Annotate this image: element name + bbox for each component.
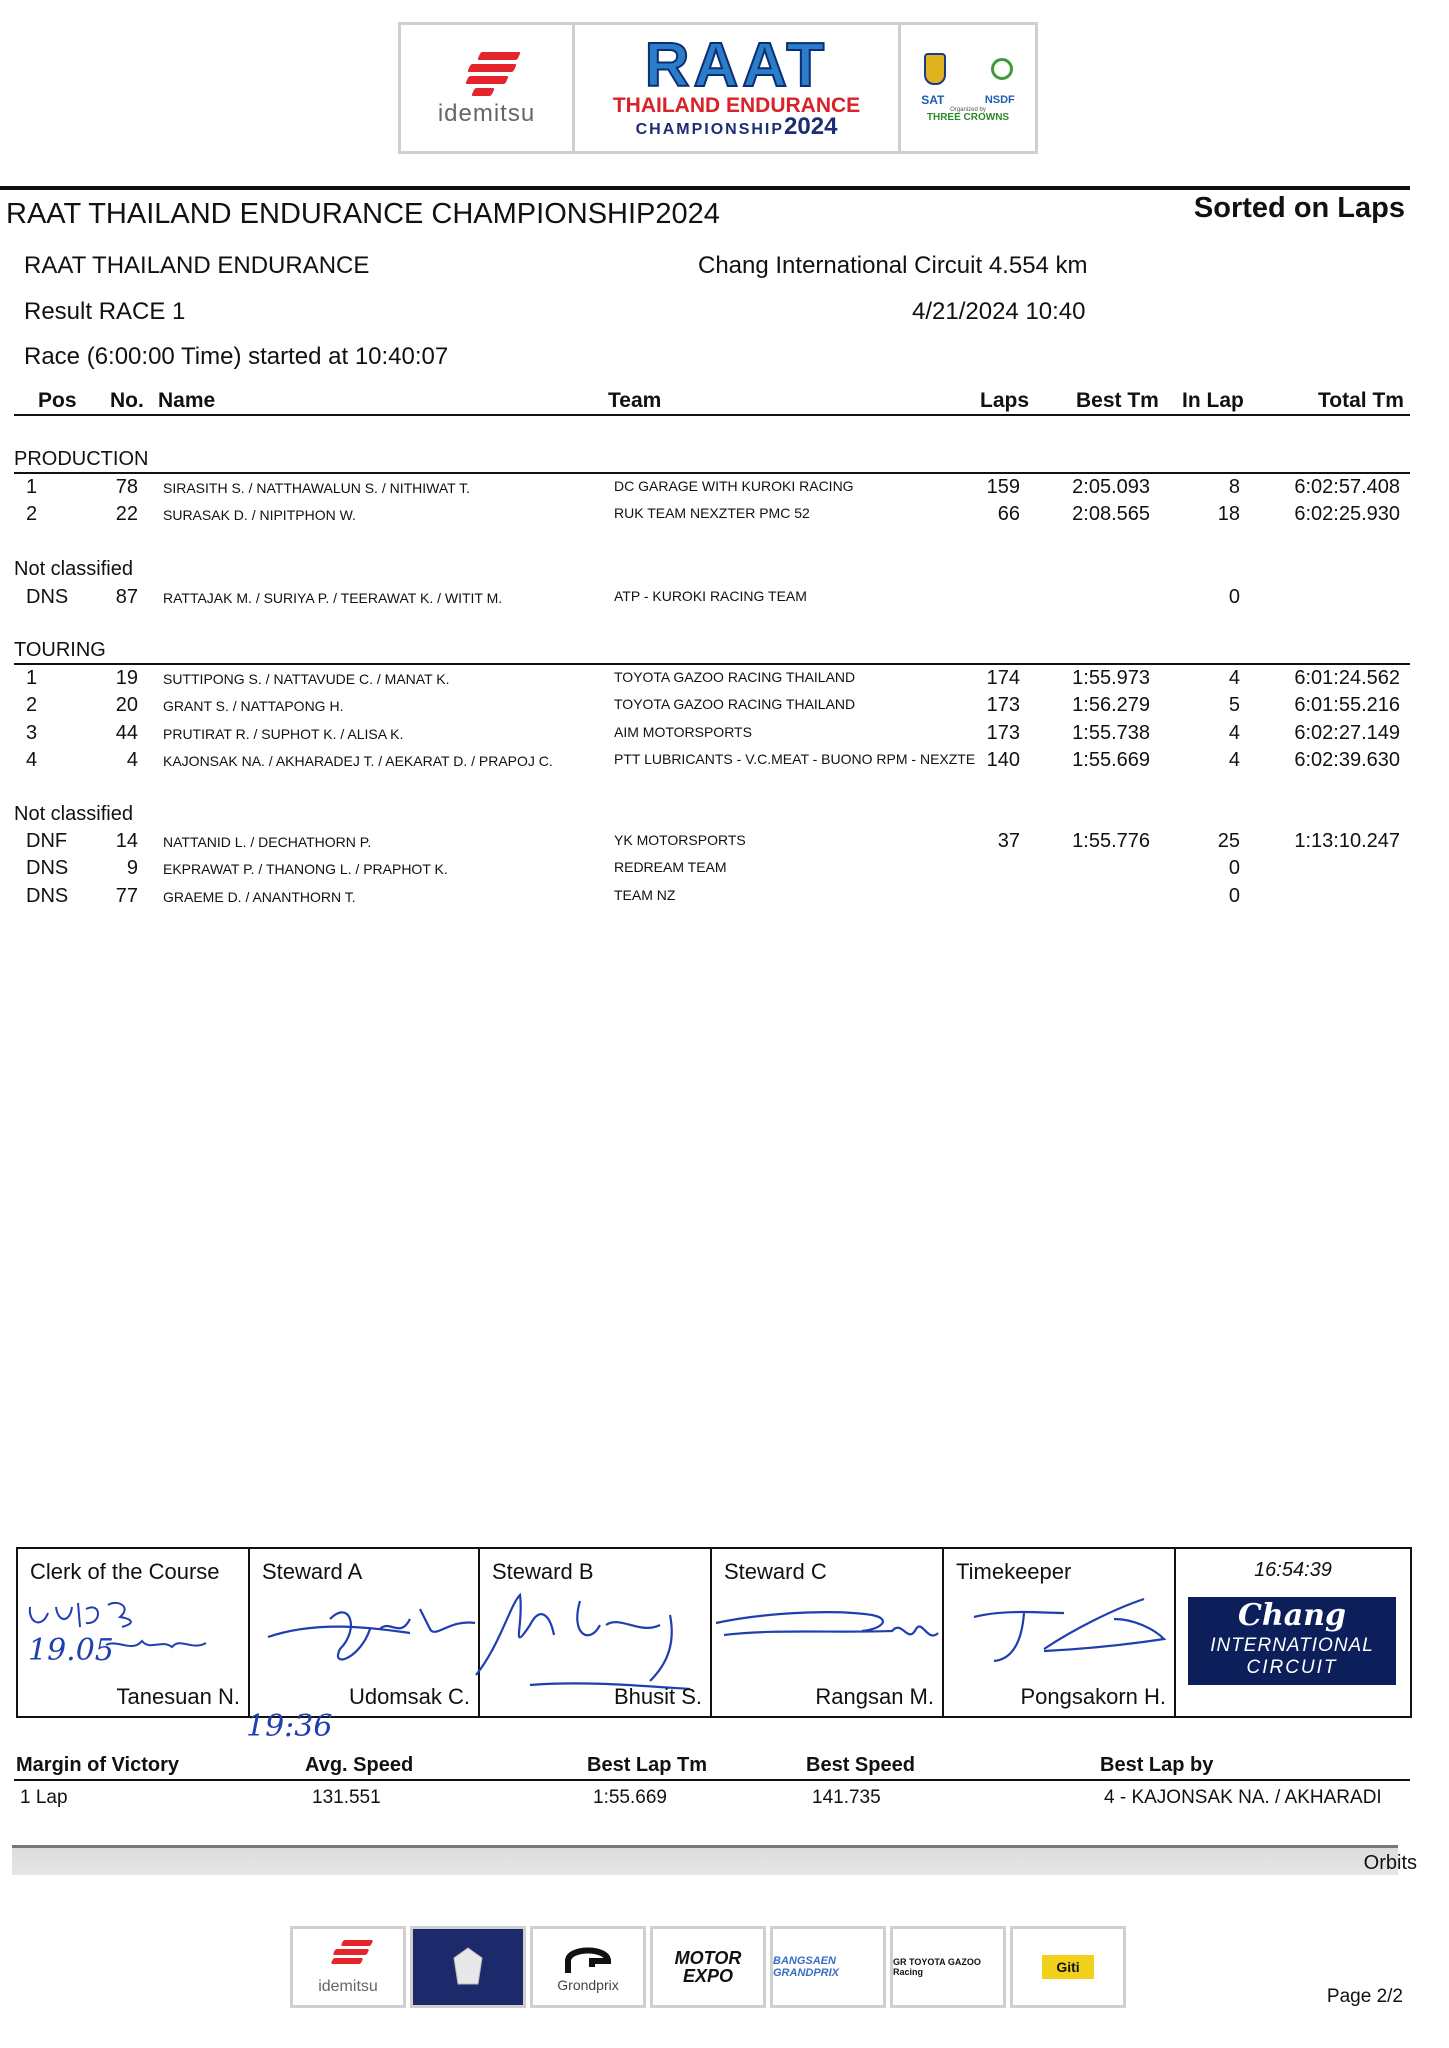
idemitsu-mark-icon: [457, 48, 517, 94]
steward-a-role: Steward A: [262, 1559, 363, 1584]
cell-name: GRANT S. / NATTAPONG H.: [163, 698, 344, 715]
chang-circuit-logo: [1188, 1597, 1396, 1685]
cell-no: 77: [115, 884, 138, 907]
cell-name: KAJONSAK NA. / AKHARADEJ T. / AEKARAT D. / PRAPOJ C.: [163, 753, 553, 770]
best-lap-label: Best Lap Tm: [587, 1754, 708, 1776]
cell-team: TOYOTA GAZOO RACING THAILAND: [614, 696, 856, 713]
cell-inlap: 0: [1228, 884, 1240, 907]
table-row: [0, 857, 1449, 884]
table-row: [0, 722, 1449, 749]
cell-team: RUK TEAM NEXZTER PMC 52: [614, 505, 810, 522]
chang-logo-line2: INTERNATIONAL: [1210, 1635, 1374, 1656]
best-lap-value: 1:55.669: [593, 1787, 667, 1808]
royal-crest-icon: [924, 53, 946, 85]
cell-no: 22: [115, 503, 138, 526]
sponsor-bangsaen-logo: [770, 1926, 886, 2008]
cell-laps: 173: [986, 721, 1020, 744]
sponsor-label: Grondprix: [557, 1977, 619, 1993]
steward-c-role: Steward C: [724, 1559, 827, 1584]
steward-b-name: Bhusit S.: [613, 1684, 702, 1709]
steward-a-signature: [260, 1589, 490, 1699]
table-row: [0, 586, 1449, 613]
cell-team: ATP - KUROKI RACING TEAM: [614, 588, 807, 604]
cell-laps: 174: [986, 667, 1020, 689]
table-row: [0, 830, 1449, 857]
cell-inlap: 4: [1228, 667, 1240, 689]
col-name: Name: [158, 389, 216, 412]
result-name: Result RACE 1: [24, 298, 186, 325]
table-row: [0, 749, 1449, 776]
avg-speed-label: Avg. Speed: [305, 1754, 414, 1776]
clerk-cell: [18, 1549, 250, 1716]
sponsor-label: Giti: [1042, 1955, 1093, 1979]
sort-label: Sorted on Laps: [1193, 192, 1405, 224]
raat-logo: [575, 25, 901, 151]
cell-inlap: 0: [1228, 586, 1240, 608]
cell-team: PTT LUBRICANTS - V.C.MEAT - BUONO RPM - NEXZTE: [614, 751, 976, 768]
group-production: PRODUCTION: [14, 448, 149, 470]
orbits-label: Orbits: [1363, 1852, 1417, 1874]
cell-laps: 66: [997, 503, 1020, 526]
cell-best: 1:55.973: [1072, 667, 1150, 689]
sponsor-crest-logo: [410, 1926, 526, 2008]
sponsor-bar: [290, 1926, 1126, 2008]
cell-total: 6:02:39.630: [1294, 749, 1400, 772]
cell-name: SUTTIPONG S. / NATTAVUDE C. / MANAT K.: [163, 671, 450, 687]
nsdf-logo: NSDF: [984, 94, 1015, 106]
cell-pos: DNS: [26, 884, 69, 907]
cell-team: REDREAM TEAM: [614, 859, 727, 876]
authority-emblem-icon: [991, 58, 1013, 80]
cell-pos: DNS: [26, 857, 69, 880]
best-speed-label: Best Speed: [806, 1754, 915, 1776]
sponsor-grondprix-logo: [530, 1926, 646, 2008]
header-rule: [14, 414, 1410, 416]
cell-best: 1:55.738: [1072, 721, 1150, 744]
cell-no: 87: [115, 586, 138, 608]
page-title: RAAT THAILAND ENDURANCE CHAMPIONSHIP2024: [6, 198, 720, 230]
steward-b-role: Steward B: [492, 1559, 594, 1584]
steward-c-signature: [712, 1589, 944, 1679]
cell-no: 78: [115, 476, 138, 498]
cell-pos: 2: [26, 694, 38, 717]
summary-rule: [14, 1779, 1410, 1781]
cell-no: 4: [126, 749, 138, 772]
steward-a-name: Udomsak C.: [348, 1684, 470, 1709]
col-team: Team: [608, 389, 662, 412]
group-touring: TOURING: [14, 639, 106, 661]
sponsor-label: BANGSAEN GRANDPRIX: [773, 1955, 840, 1979]
timekeeper-name: Pongsakorn H.: [1020, 1684, 1166, 1709]
cell-name: NATTANID L. / DECHATHORN P.: [163, 834, 372, 850]
sponsor-giti-logo: [1010, 1926, 1126, 2008]
officials-signature-box: [16, 1547, 1412, 1744]
chang-logo-line3: CIRCUIT: [1246, 1657, 1338, 1678]
table-row: [0, 667, 1449, 694]
col-pos: Pos: [38, 389, 77, 412]
raat-subtitle: THAILAND ENDURANCE: [612, 93, 861, 117]
organizer-logos: [901, 25, 1035, 151]
cell-name: RATTAJAK M. / SURIYA P. / TEERAWAT K. / WITIT M.: [163, 590, 503, 606]
cell-team: YK MOTORSPORTS: [614, 832, 746, 848]
col-total: Total Tm: [1318, 389, 1404, 412]
cell-best: 2:05.093: [1072, 476, 1150, 498]
cell-pos: 4: [26, 749, 38, 772]
steward-a-cell: [246, 1549, 480, 1744]
cell-pos: 3: [26, 721, 38, 744]
timekeeper-cell: [944, 1549, 1176, 1716]
col-laps: Laps: [980, 389, 1030, 412]
clerk-handwritten-time: 19.05: [28, 1633, 114, 1668]
grondprix-mark-icon: [560, 1941, 616, 1977]
race-datetime: 4/21/2024 10:40: [912, 298, 1086, 325]
sponsor-label: idemitsu: [318, 1978, 378, 1995]
steward-c-name: Rangsan M.: [815, 1684, 934, 1709]
cell-total: 1:13:10.247: [1294, 830, 1400, 852]
steward-a-handwritten-time: 19:36: [246, 1709, 333, 1744]
best-lap-by-value: 4 - KAJONSAK NA. / AKHARADI: [1104, 1787, 1382, 1808]
cell-team: TEAM NZ: [614, 886, 676, 903]
timekeeper-signature: [964, 1589, 1184, 1679]
cell-pos: DNF: [26, 830, 68, 852]
cell-inlap: 4: [1228, 721, 1240, 744]
sponsor-label: GR TOYOTA GAZOO Racing: [893, 1957, 981, 1977]
cell-inlap: 8: [1228, 476, 1240, 498]
cell-best: 1:55.669: [1072, 749, 1150, 772]
three-crowns-logo: THREE CROWNS: [926, 112, 1010, 123]
cell-total: 6:02:25.930: [1294, 503, 1400, 526]
group-rule: [14, 472, 1410, 474]
cell-laps: 159: [986, 476, 1020, 498]
col-no: No.: [110, 389, 144, 412]
title-rule: [0, 186, 1410, 190]
cell-name: PRUTIRAT R. / SUPHOT K. / ALISA K.: [163, 725, 404, 742]
chang-logo-line1: Chang: [1238, 1598, 1346, 1633]
circuit-name: Chang International Circuit 4.554 km: [698, 252, 1088, 279]
sponsor-idemitsu-logo: [290, 1926, 406, 2008]
col-inlap: In Lap: [1182, 389, 1244, 412]
cell-pos: 2: [26, 503, 38, 526]
cell-best: 1:56.279: [1072, 694, 1150, 717]
cell-no: 20: [115, 694, 138, 717]
sat-logo: SAT: [921, 93, 945, 107]
cell-total: 6:02:27.149: [1294, 721, 1400, 744]
header-banner: [398, 22, 1038, 154]
cell-total: 6:01:55.216: [1294, 694, 1400, 717]
cell-name: GRAEME D. / ANANTHORN T.: [163, 888, 356, 905]
cell-name: SIRASITH S. / NATTHAWALUN S. / NITHIWAT T.: [163, 480, 470, 496]
cell-team: AIM MOTORSPORTS: [614, 723, 752, 740]
cell-pos: 1: [26, 667, 38, 689]
raat-wordmark: RAAT: [644, 30, 829, 100]
table-row: [0, 885, 1449, 912]
orbits-bar: [12, 1845, 1398, 1875]
cell-best: 2:08.565: [1072, 503, 1150, 526]
cell-pos: 1: [26, 476, 38, 498]
cell-no: 14: [115, 830, 138, 852]
group-not-classified: Not classified: [14, 558, 133, 580]
clerk-name: Tanesuan N.: [116, 1684, 240, 1709]
group-rule: [14, 663, 1410, 665]
cell-inlap: 0: [1228, 857, 1240, 880]
cell-laps: 173: [986, 694, 1020, 717]
best-lap-by-label: Best Lap by: [1100, 1754, 1214, 1776]
cell-no: 44: [115, 721, 138, 744]
cell-inlap: 4: [1228, 749, 1240, 772]
sponsor-toyota-gr-logo: [890, 1926, 1006, 2008]
event-name: RAAT THAILAND ENDURANCE: [24, 252, 370, 279]
page-number: Page 2/2: [1326, 1986, 1403, 2007]
cell-no: 19: [115, 667, 138, 689]
cell-total: 6:02:57.408: [1294, 476, 1400, 498]
col-best: Best Tm: [1076, 389, 1159, 412]
raat-subtitle-2: CHAMPIONSHIP2024: [635, 112, 838, 140]
cell-inlap: 18: [1217, 503, 1240, 526]
crest-icon: [448, 1944, 488, 1990]
avg-speed-value: 131.551: [312, 1787, 381, 1808]
steward-b-cell: [480, 1549, 712, 1716]
cell-team: TOYOTA GAZOO RACING THAILAND: [614, 669, 856, 685]
best-speed-value: 141.735: [812, 1787, 881, 1808]
cell-laps: 140: [986, 749, 1020, 772]
cell-inlap: 25: [1217, 830, 1240, 852]
margin-label: Margin of Victory: [16, 1754, 179, 1776]
group-not-classified: Not classified: [14, 803, 133, 825]
timekeeper-role: Timekeeper: [956, 1559, 1072, 1584]
cell-best: 1:55.776: [1072, 830, 1150, 852]
clerk-role: Clerk of the Course: [30, 1559, 220, 1584]
margin-value: 1 Lap: [20, 1787, 68, 1808]
idemitsu-wordmark: idemitsu: [437, 100, 536, 127]
table-row: [0, 694, 1449, 721]
table-row: [0, 503, 1449, 530]
cell-pos: DNS: [26, 586, 69, 608]
sponsor-motor-expo-logo: [650, 1926, 766, 2008]
cell-team: DC GARAGE WITH KUROKI RACING: [614, 478, 854, 494]
cell-name: SURASAK D. / NIPITPHON W.: [163, 507, 356, 524]
official-time: 16:54:39: [1254, 1559, 1332, 1581]
cell-name: EKPRAWAT P. / THANONG L. / PRAPHOT K.: [163, 861, 448, 878]
organized-by-label: Organized by: [950, 107, 986, 113]
cell-inlap: 5: [1228, 694, 1240, 717]
cell-total: 6:01:24.562: [1294, 667, 1400, 689]
idemitsu-mark-icon: [326, 1938, 370, 1972]
table-row: [0, 476, 1449, 503]
cell-laps: 37: [997, 830, 1020, 852]
timestamp-cell: [1176, 1549, 1410, 1716]
idemitsu-logo: [401, 25, 575, 151]
cell-no: 9: [126, 857, 138, 880]
steward-c-cell: [712, 1549, 944, 1716]
race-info: Race (6:00:00 Time) started at 10:40:07: [24, 343, 449, 370]
sponsor-label: MOTOR EXPO: [674, 1948, 742, 1986]
